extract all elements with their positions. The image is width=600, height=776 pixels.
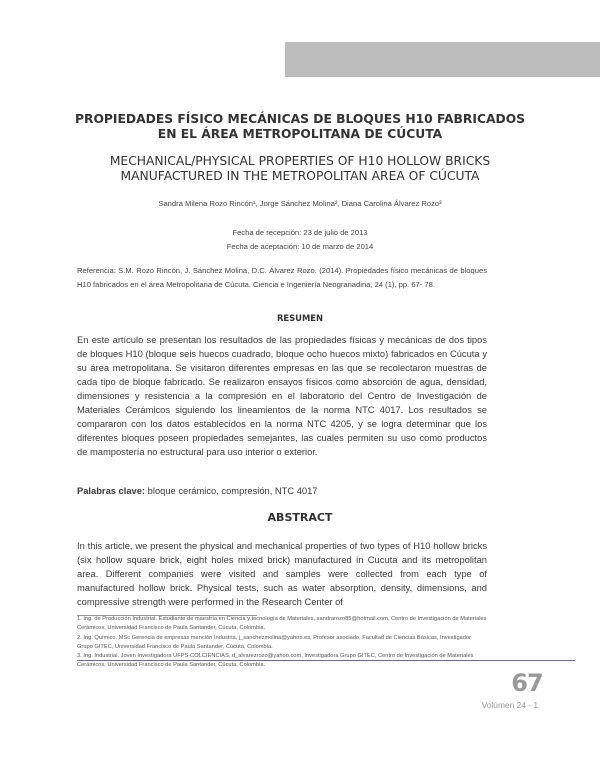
title-english <box>60 154 540 184</box>
footnote-1: 1. Ing. de Producción Industrial. Estudiante de maestría en Ciencia y tecnología de Materiales, sandrarozo85@hotmail.com, Centro de Investigación de Materiales Cerámicos, Universidad Francisco de Paula Santander, Cúcuta, Colombia. <box>77 616 487 632</box>
header-decorative-box <box>285 42 600 77</box>
footnote-3: 3. Ing. Industrial. Joven Investigadora UFPS-COLCIENCIAS, d_alvarezrozo@yahoo.com, Investigadora Grupo GITEC, Centro de Investigación de Materiales Cerámicos, Universidad Francisco de Paula Santander, Cúcuta, Colombia. <box>77 653 474 669</box>
volume-label: Volúmen 24 - 1 <box>481 700 538 710</box>
date-accepted: Fecha de aceptación: 10 de marzo de 2014 <box>226 242 374 251</box>
publication-dates <box>0 226 600 254</box>
page-footer-rule <box>77 660 575 661</box>
keywords-label: Palabras clave: <box>77 486 146 496</box>
title-spanish-line-2: EN EL ÁREA METROPOLITANA DE CÚCUTA <box>157 127 443 141</box>
date-received: Fecha de recepción: 23 de julio de 2013 <box>232 228 368 237</box>
abstract-heading: ABSTRACT <box>267 511 333 524</box>
footnotes <box>77 615 487 671</box>
resumen-heading: RESUMEN <box>276 313 324 323</box>
title-spanish-line-1: PROPIEDADES FÍSICO MECÁNICAS DE BLOQUES H10 FABRICADOS <box>74 112 526 126</box>
title-english-line-2: MANUFACTURED IN THE METROPOLITAN AREA OF CÚCUTA <box>120 169 480 183</box>
footnote-2: 2. Ing. Químico, MSc Gerencia de empresas mención Industria, j_sanchezmolina@yahoo.es, Profesor asociado, Facultad de Ciencias Básicas, Investigador Grupo GITEC, Universidad Francisco de Paula Santander, Cúcuta, Colombia. <box>77 634 471 650</box>
author-list: Sandra Milena Rozo Rincón¹, Jorge Sánchez Molina², Diana Carolina Álvarez Rozo³ <box>158 199 442 208</box>
keywords <box>77 486 318 496</box>
abstract-body: In this article, we present the physical and mechanical properties of two types of H10 hollow bricks (six hollow square brick, eight holes mixed brick) manufactured in Cucuta and its metropolitan area. Different companies were visited and samples were collected from each type of manufactured hollow brick. Physical tests, such as water absorption, density, dimensions, and compressive strength were performed in the Research Center of <box>77 541 487 607</box>
title-english-line-1: MECHANICAL/PHYSICAL PROPERTIES OF H10 HOLLOW BRICKS <box>109 154 491 168</box>
citation-reference: Referencia: S.M. Rozo Rincón, J. Sánchez Molina, D.C. Álvarez Rozo. (2014). Propiedades físico mecánicas de bloques H10 fabricados en el área Metropolitana de Cúcuta. Ciencia e Ingeniería Neogranadina, 24 (1), pp. 67- 78. <box>77 266 487 289</box>
resumen-body: En este artículo se presentan los resultados de las propiedades físicas y mecánicas de dos tipos de bloques H10 (bloque seis huecos cuadrado, bloque ocho huecos mixto) fabricados en Cúcuta y su área metropolitana. Se visitaron diferentes empresas en las que se recolectaron muestras de cada tipo de bloque fabricado. Se realizaron ensayos físicos como absorción de agua, densidad, dimensiones y resistencia a la compresión en el laboratorio del Centro de Investigación de Materiales Cerámicos siguiendo los lineamientos de la norma NTC 4017. Los resultados se compararon con los datos establecidos en la norma NTC 4205, y se logra determinar que los diferentes bloques poseen propiedades semejantes, las cuales permiten su uso como productos de mampostería no estructural para uso interior o exterior. <box>77 335 487 457</box>
keywords-value: bloque cerámico, compresión, NTC 4017 <box>147 486 318 496</box>
title-spanish <box>60 112 540 142</box>
page-number: 67 <box>511 669 543 697</box>
